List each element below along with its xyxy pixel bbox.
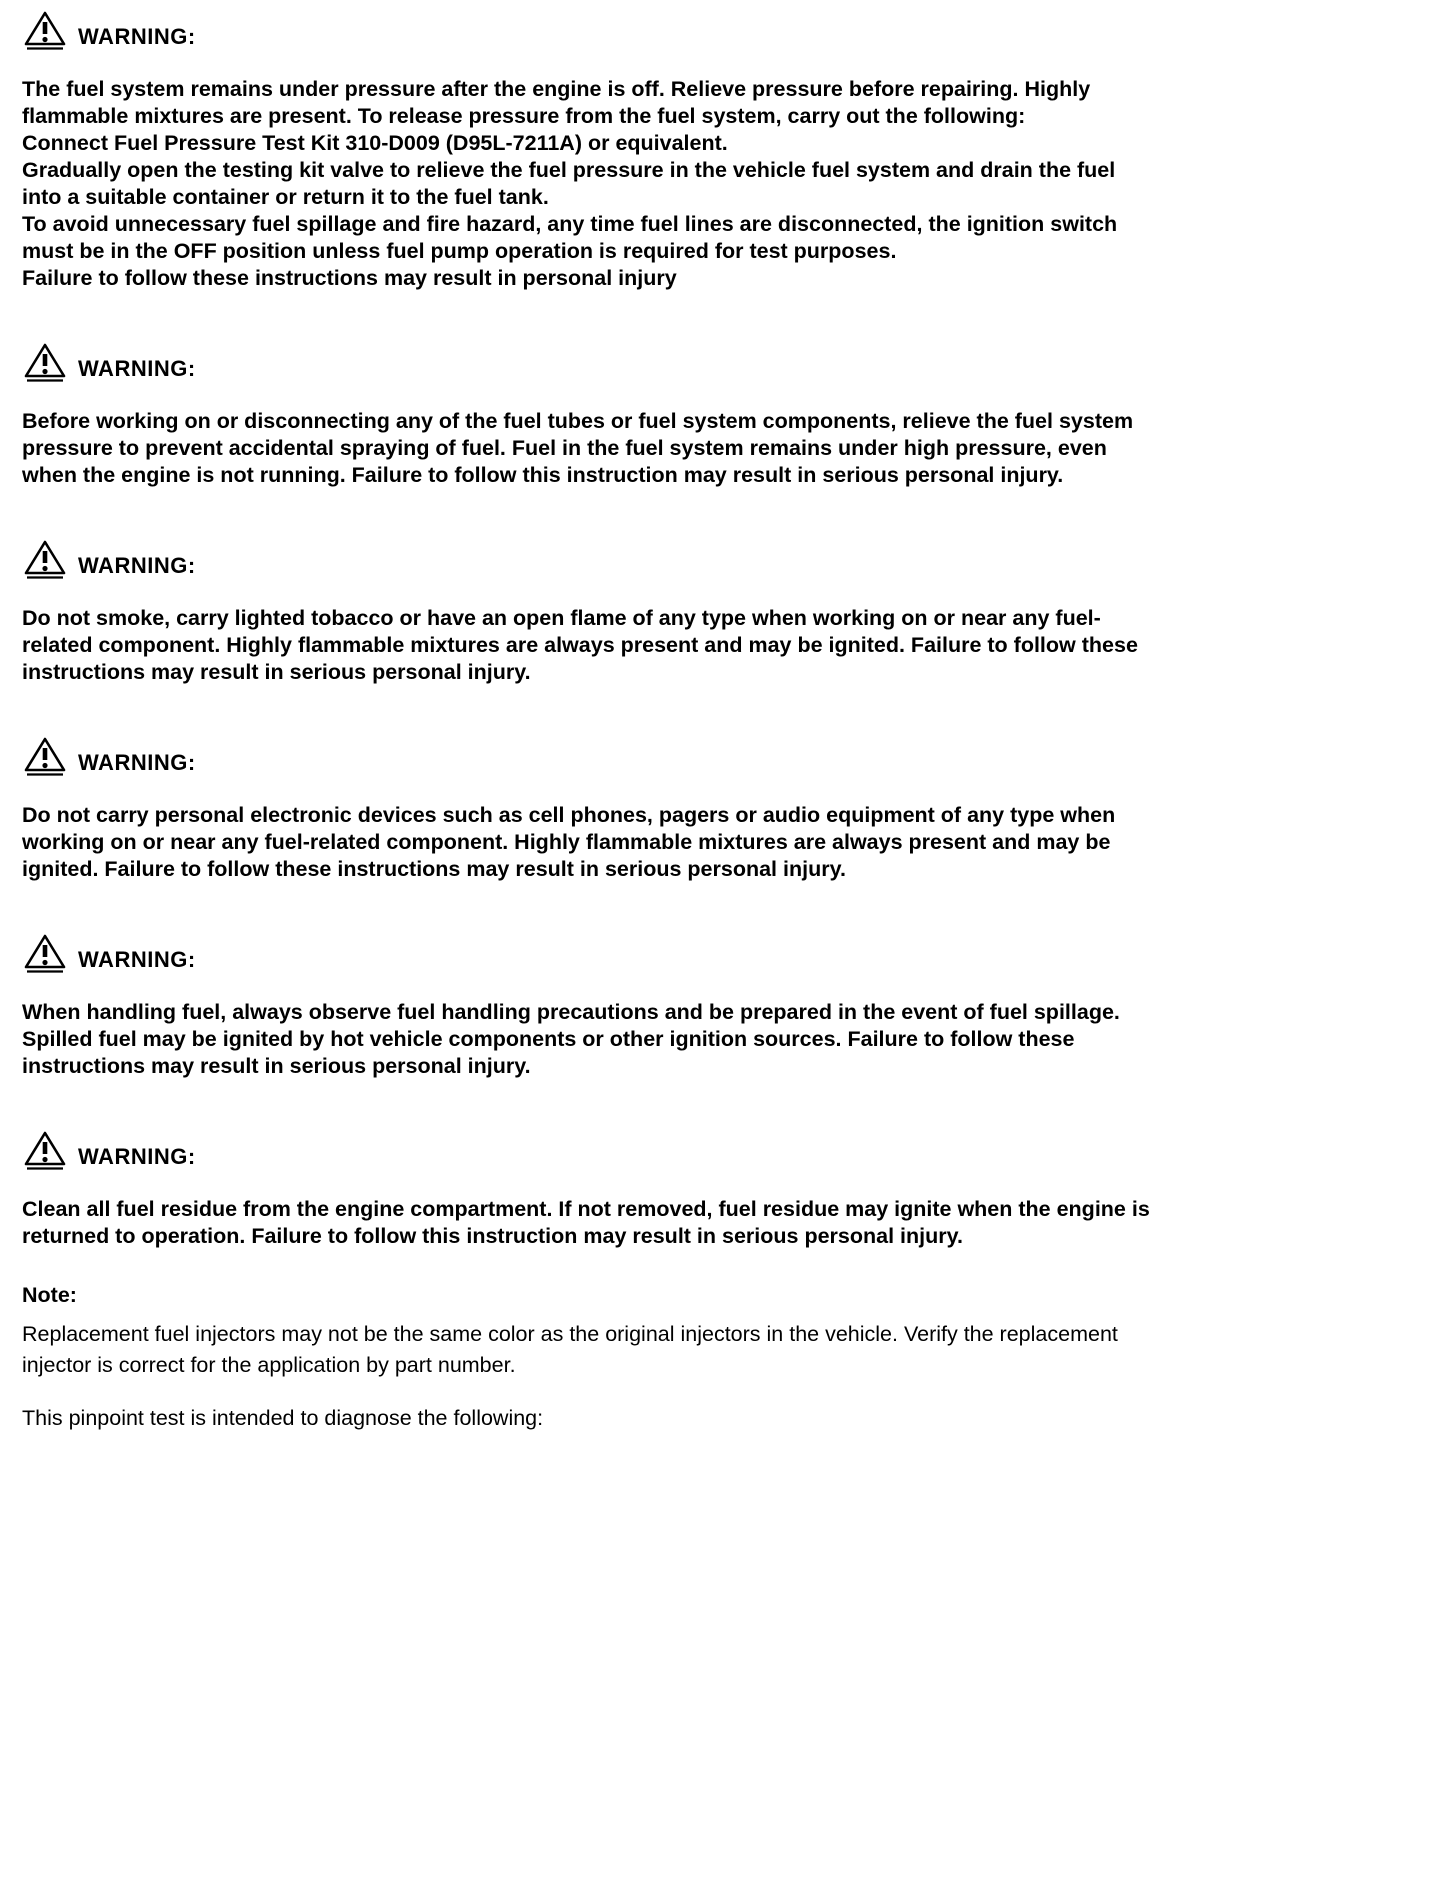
warning-section-6 [22, 1130, 1400, 1250]
warning-header [22, 539, 1400, 579]
closing-text: This pinpoint test is intended to diagnose the following: [22, 1406, 544, 1430]
warning-section-4 [22, 736, 1400, 883]
warning-section-2 [22, 342, 1400, 489]
warning-header [22, 10, 1400, 50]
warning-body [22, 408, 1400, 489]
warning-header [22, 1130, 1400, 1170]
warning-label: WARNING: [78, 1144, 196, 1169]
warning-paragraph: Do not carry personal electronic devices such as cell phones, pagers or audio equipment of any type when working on or near any fuel-related component. Highly flammable mixtures are always present and may be ignited. Failure to follow these instructions may result in serious personal injury. [22, 803, 1116, 881]
note-label: Note: [22, 1283, 77, 1307]
warning-triangle-icon [22, 933, 68, 973]
warning-label: WARNING: [78, 947, 196, 972]
warning-body [22, 802, 1400, 883]
warning-paragraph: Before working on or disconnecting any of the fuel tubes or fuel system components, relieve the fuel system pressure to prevent accidental spraying of fuel. Fuel in the fuel system remains under high pressure, even when the engine is not running. Failure to follow this instruction may result in serious personal injury. [22, 409, 1134, 487]
warning-section-3 [22, 539, 1400, 686]
warning-paragraph: Do not smoke, carry lighted tobacco or have an open flame of any type when working on or near any fuel-related component. Highly flammable mixtures are always present and may be ignited. Failure to follow these instructions may result in serious personal injury. [22, 606, 1138, 684]
warning-header [22, 342, 1400, 382]
warning-triangle-icon [22, 10, 68, 50]
note-text: Replacement fuel injectors may not be the same color as the original injectors in the vehicle. Verify the replacement injector is correct for the application by part number. [22, 1322, 1118, 1377]
warning-paragraph: Clean all fuel residue from the engine compartment. If not removed, fuel residue may ignite when the engine is returned to operation. Failure to follow this instruction may result in serious personal injury. [22, 1197, 1150, 1248]
warning-body [22, 76, 1400, 292]
warning-label: WARNING: [78, 750, 196, 775]
warning-section-5 [22, 933, 1400, 1080]
warning-label: WARNING: [78, 24, 196, 49]
warning-body [22, 1196, 1400, 1250]
warning-body [22, 999, 1400, 1080]
warning-paragraph: Failure to follow these instructions may result in personal injury [22, 266, 677, 290]
note-block [22, 1282, 1400, 1381]
warning-body [22, 605, 1400, 686]
warning-triangle-icon [22, 1130, 68, 1170]
warning-triangle-icon [22, 736, 68, 776]
warning-paragraph: Connect Fuel Pressure Test Kit 310-D009 (D95L-7211A) or equivalent. [22, 131, 728, 155]
warning-section-1 [22, 10, 1400, 292]
warning-paragraph: Gradually open the testing kit valve to relieve the fuel pressure in the vehicle fuel system and drain the fuel into a suitable container or return it to the fuel tank. [22, 158, 1116, 209]
warning-paragraph: When handling fuel, always observe fuel handling precautions and be prepared in the event of fuel spillage. Spilled fuel may be ignited by hot vehicle components or other ignition sources. Failure to follow these instructions may result in serious personal injury. [22, 1000, 1120, 1078]
warning-paragraph: To avoid unnecessary fuel spillage and fire hazard, any time fuel lines are disconnected, the ignition switch must be in the OFF position unless fuel pump operation is required for test purposes. [22, 212, 1118, 263]
warning-triangle-icon [22, 539, 68, 579]
warning-label: WARNING: [78, 356, 196, 381]
warning-header [22, 736, 1400, 776]
warning-header [22, 933, 1400, 973]
warning-paragraph: The fuel system remains under pressure after the engine is off. Relieve pressure before repairing. Highly flammable mixtures are present. To release pressure from the fuel system, carry out the following: [22, 77, 1091, 128]
warning-triangle-icon [22, 342, 68, 382]
warning-label: WARNING: [78, 553, 196, 578]
